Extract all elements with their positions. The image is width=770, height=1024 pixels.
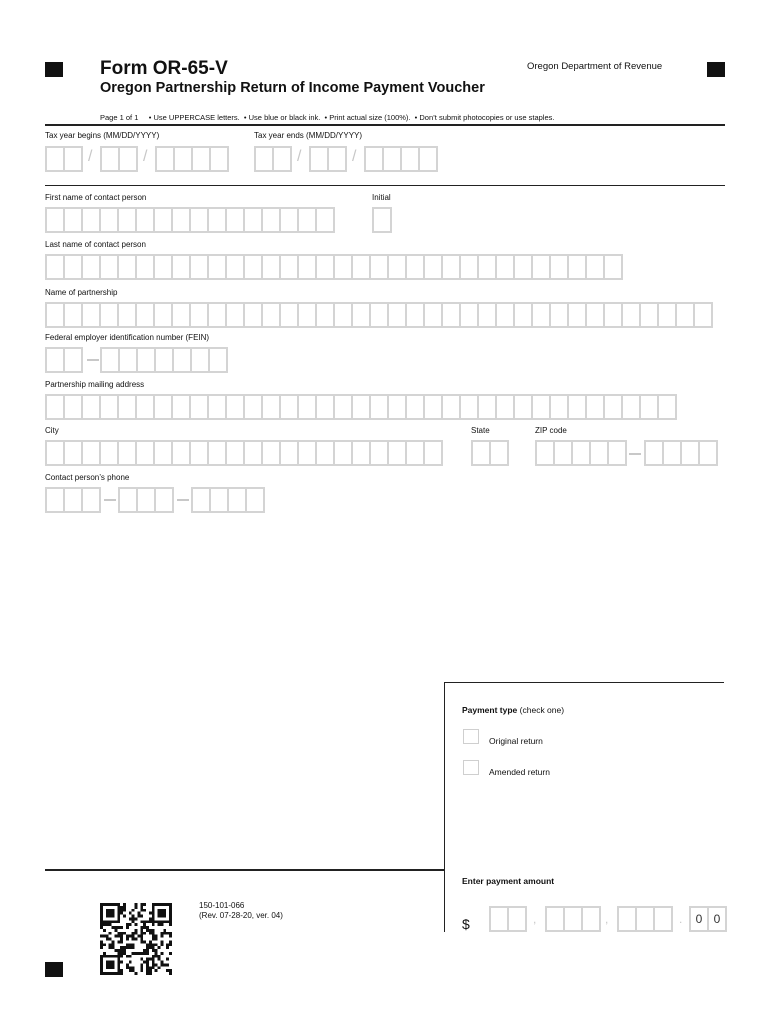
registration-mark-bottom-left — [45, 962, 63, 977]
form-title: Form OR-65-V — [100, 58, 228, 79]
zip-plus4-field[interactable] — [644, 440, 716, 466]
state-field[interactable] — [471, 440, 507, 466]
mailing-address-label: Partnership mailing address — [45, 380, 145, 389]
form-revision: (Rev. 07-28-20, ver. 04) — [199, 911, 283, 920]
payment-panel-top-border — [444, 682, 724, 683]
form-instructions: Page 1 of 1 • Use UPPERCASE letters. • Use blue or black ink. • Print actual size (100%). • Don’t submit photocopies or use staples. — [100, 113, 555, 122]
payment-amount-thousands-group-1[interactable] — [489, 906, 525, 932]
fein-dash — [87, 359, 99, 361]
payment-panel-left-border — [444, 682, 445, 932]
first-name-field[interactable] — [45, 207, 333, 233]
amount-comma: , — [605, 912, 609, 926]
amended-return-label: Amended return — [489, 767, 550, 777]
zip-field[interactable] — [535, 440, 625, 466]
tax-year-begins-year[interactable] — [155, 146, 227, 172]
partnership-name-label: Name of partnership — [45, 288, 118, 297]
city-field[interactable] — [45, 440, 441, 466]
phone-dash — [104, 499, 116, 501]
cents-digit: 0 — [707, 906, 727, 932]
fein-prefix-field[interactable] — [45, 347, 81, 373]
phone-dash — [177, 499, 189, 501]
header-rule — [45, 124, 725, 126]
payment-amount-label: Enter payment amount — [462, 876, 555, 886]
registration-mark-top-left — [45, 62, 63, 77]
payment-amount-dollars-group[interactable] — [617, 906, 671, 932]
payment-amount-cents[interactable] — [689, 906, 725, 932]
amount-comma: , — [533, 912, 537, 926]
amended-return-checkbox[interactable] — [463, 760, 479, 775]
phone-label: Contact person’s phone — [45, 473, 130, 482]
initial-label: Initial — [372, 193, 391, 202]
tax-year-begins-label: Tax year begins (MM/DD/YYYY) — [45, 131, 160, 140]
payment-amount-thousands-group-2[interactable] — [545, 906, 599, 932]
date-separator: / — [143, 148, 148, 165]
cents-digit: 0 — [689, 906, 709, 932]
initial-field[interactable] — [372, 207, 390, 233]
qr-code-icon — [100, 903, 172, 975]
tax-year-begins-month[interactable] — [45, 146, 81, 172]
first-name-label: First name of contact person — [45, 193, 147, 202]
registration-mark-top-right — [707, 62, 725, 77]
payment-type-heading — [462, 705, 564, 715]
currency-symbol: $ — [462, 916, 470, 932]
partnership-name-field[interactable] — [45, 302, 711, 328]
phone-area-code-field[interactable] — [45, 487, 99, 513]
phone-line-field[interactable] — [191, 487, 263, 513]
tax-year-begins-day[interactable] — [100, 146, 136, 172]
amount-decimal-point: . — [679, 912, 683, 926]
payment-type-label: Payment type — [462, 705, 518, 715]
form-number: 150-101-066 — [199, 901, 245, 910]
form-subtitle: Oregon Partnership Return of Income Payment Voucher — [100, 80, 485, 96]
state-label: State — [471, 426, 490, 435]
payment-type-hint: (check one) — [519, 705, 565, 715]
section-rule — [45, 185, 725, 186]
date-separator: / — [88, 148, 93, 165]
city-label: City — [45, 426, 59, 435]
phone-prefix-field[interactable] — [118, 487, 172, 513]
department-name: Oregon Department of Revenue — [527, 61, 663, 72]
tax-year-ends-month[interactable] — [254, 146, 290, 172]
tax-year-ends-day[interactable] — [309, 146, 345, 172]
date-separator: / — [297, 148, 302, 165]
zip-dash — [629, 453, 641, 455]
fein-suffix-field[interactable] — [100, 347, 226, 373]
date-separator: / — [352, 148, 357, 165]
original-return-label: Original return — [489, 736, 543, 746]
footer-rule — [45, 869, 445, 871]
zip-label: ZIP code — [535, 426, 567, 435]
last-name-label: Last name of contact person — [45, 240, 146, 249]
mailing-address-field[interactable] — [45, 394, 675, 420]
tax-year-ends-year[interactable] — [364, 146, 436, 172]
fein-label: Federal employer identification number (FEIN) — [45, 333, 210, 342]
form-number-block — [199, 901, 283, 921]
original-return-checkbox[interactable] — [463, 729, 479, 744]
tax-year-ends-label: Tax year ends (MM/DD/YYYY) — [254, 131, 363, 140]
last-name-field[interactable] — [45, 254, 621, 280]
